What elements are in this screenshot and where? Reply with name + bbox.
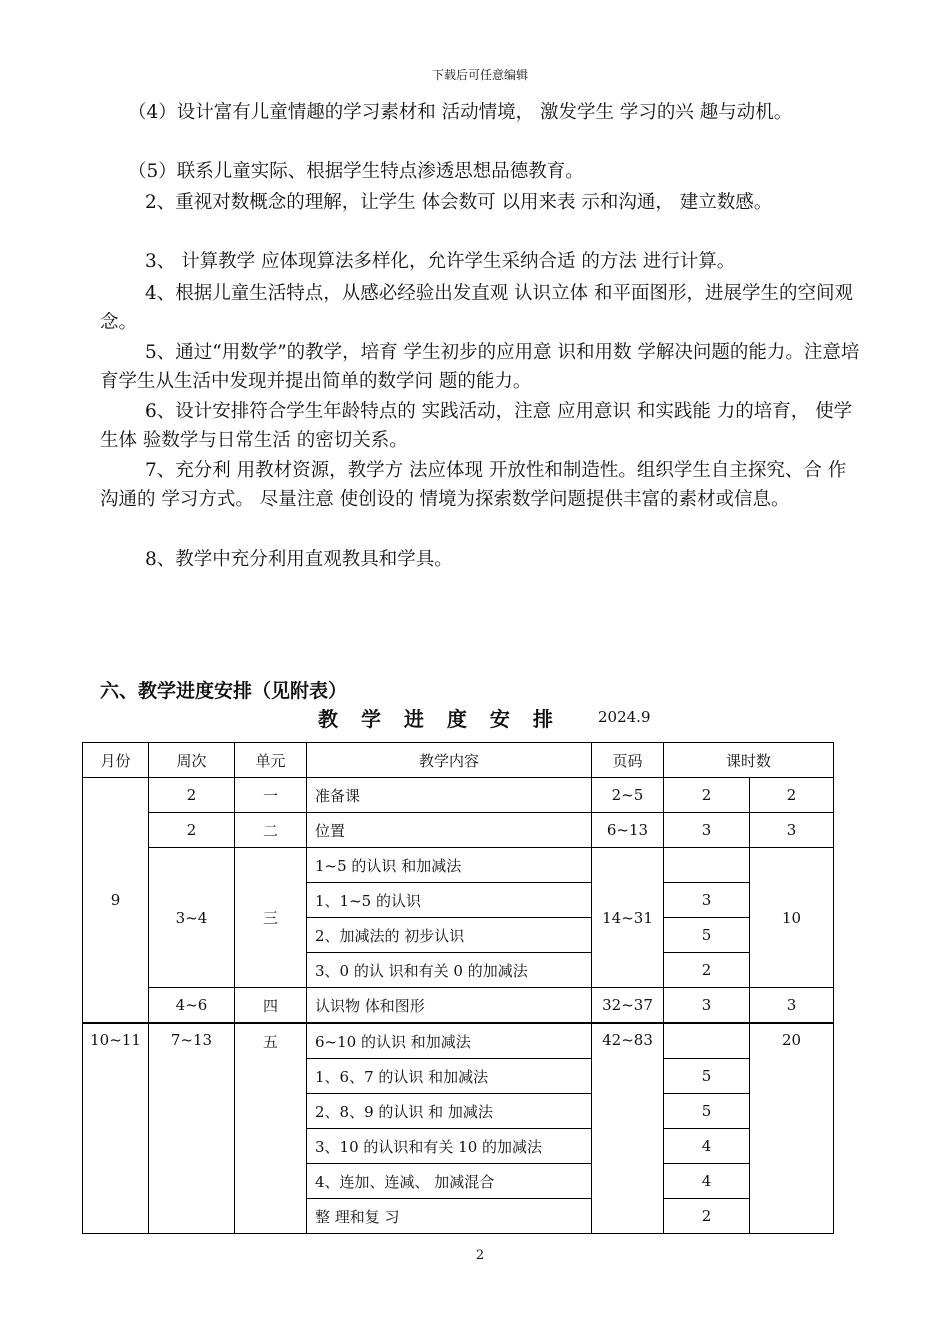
content-cell: 认识物 体和图形 <box>307 988 592 1024</box>
month-cell: 9 <box>83 778 149 1024</box>
paragraph-applied-math: 5、通过“用数学”的教学，培育 学生初步的应用意 识和用数 学解决问题的能力。注意培育学生从生活中发现并提出简单的数学问 题的能力。 <box>100 342 860 392</box>
table-row <box>83 848 834 883</box>
week-cell: 3~4 <box>149 848 235 988</box>
table-header-row <box>83 743 834 778</box>
schedule-table <box>82 742 834 1234</box>
hours-cell: 2 <box>664 1199 750 1234</box>
pages-cell: 32~37 <box>592 988 664 1024</box>
total-cell: 10 <box>750 848 834 988</box>
total-cell: 2 <box>750 778 834 813</box>
week-cell: 4~6 <box>149 988 235 1024</box>
week-cell: 7~13 <box>149 1023 235 1234</box>
col-week: 周次 <box>149 743 235 778</box>
hours-cell <box>664 848 750 883</box>
col-pages: 页码 <box>592 743 664 778</box>
section-title: 六、教学进度安排（见附表） <box>100 680 348 702</box>
paragraph-computation: 3、 计算教学 应体现算法多样化，允许学生采纳合适 的方法 进行计算。 <box>145 251 736 272</box>
pages-cell: 2~5 <box>592 778 664 813</box>
paragraph-number-concept: 2、重视对数概念的理解，让学生 体会数可 以用来表 示和沟通， 建立数感。 <box>145 192 773 213</box>
unit-cell: 四 <box>235 988 307 1024</box>
table-title: 教 学 进 度 安 排 <box>318 707 561 731</box>
pages-cell: 14~31 <box>592 848 664 988</box>
col-content: 教学内容 <box>307 743 592 778</box>
paragraph-geometry: 4、根据儿童生活特点，从感必经验出发直观 认识立体 和平面图形，进展学生的空间观念。 <box>100 283 854 333</box>
pages-cell: 6~13 <box>592 813 664 848</box>
hours-cell: 4 <box>664 1164 750 1199</box>
content-cell: 6~10 的认识 和加减法 <box>307 1023 592 1059</box>
content-cell: 3、0 的认 识和有关 0 的加减法 <box>307 953 592 988</box>
week-cell: 2 <box>149 778 235 813</box>
unit-cell: 三 <box>235 848 307 988</box>
paragraph-design-materials: （4）设计富有儿童情趣的学习素材和 活动情境， 激发学生 学习的兴 趣与动机。 <box>128 102 793 123</box>
content-cell: 2、8、9 的认识 和 加减法 <box>307 1094 592 1129</box>
hours-cell: 5 <box>664 1059 750 1094</box>
col-month: 月份 <box>83 743 149 778</box>
table-date: 2024.9 <box>598 708 651 726</box>
content-cell: 4、连加、连减、 加减混合 <box>307 1164 592 1199</box>
content-cell: 整 理和复 习 <box>307 1199 592 1234</box>
content-cell: 1~5 的认识 和加减法 <box>307 848 592 883</box>
col-unit: 单元 <box>235 743 307 778</box>
table-row <box>83 1023 834 1059</box>
content-cell: 2、加减法的 初步认识 <box>307 918 592 953</box>
hours-cell <box>664 1023 750 1059</box>
month-cell: 10~11 <box>83 1023 149 1234</box>
total-cell: 3 <box>750 988 834 1024</box>
content-cell: 3、10 的认识和有关 10 的加减法 <box>307 1129 592 1164</box>
unit-cell: 一 <box>235 778 307 813</box>
page-number: 2 <box>475 1248 485 1263</box>
col-hours: 课时数 <box>664 743 834 778</box>
hours-cell: 3 <box>664 813 750 848</box>
paragraph-practice-activities: 6、设计安排符合学生年龄特点的 实践活动，注意 应用意识 和实践能 力的培育， 使学生体 验数学与日常生活 的密切关系。 <box>100 401 853 451</box>
hours-cell: 2 <box>664 778 750 813</box>
hours-cell: 3 <box>664 883 750 918</box>
week-cell: 2 <box>149 813 235 848</box>
hours-cell: 5 <box>664 1094 750 1129</box>
hours-cell: 2 <box>664 953 750 988</box>
paragraph-moral-education: （5）联系儿童实际、根据学生特点渗透思想品德教育。 <box>128 161 584 182</box>
total-cell: 20 <box>750 1023 834 1234</box>
table-row <box>83 813 834 848</box>
paragraph-teaching-aids: 8、教学中充分利用直观教具和学具。 <box>145 549 453 570</box>
content-cell: 1、6、7 的认识 和加减法 <box>307 1059 592 1094</box>
content-cell: 位置 <box>307 813 592 848</box>
table-row <box>83 778 834 813</box>
unit-cell: 二 <box>235 813 307 848</box>
pages-cell: 42~83 <box>592 1023 664 1234</box>
hours-cell: 4 <box>664 1129 750 1164</box>
hours-cell: 3 <box>664 988 750 1024</box>
page-header: 下载后可任意编辑 <box>431 68 528 82</box>
unit-cell: 五 <box>235 1023 307 1234</box>
hours-cell: 5 <box>664 918 750 953</box>
content-cell: 1、1~5 的认识 <box>307 883 592 918</box>
content-cell: 准备课 <box>307 778 592 813</box>
total-cell: 3 <box>750 813 834 848</box>
paragraph-teaching-resources: 7、充分利 用教材资源，教学方 法应体现 开放性和制造性。组织学生自主探究、合 作沟通的 学习方式。 尽量注意 使创设的 情境为探索数学问题提供丰富的素材或信息。 <box>100 460 847 510</box>
table-row <box>83 988 834 1024</box>
